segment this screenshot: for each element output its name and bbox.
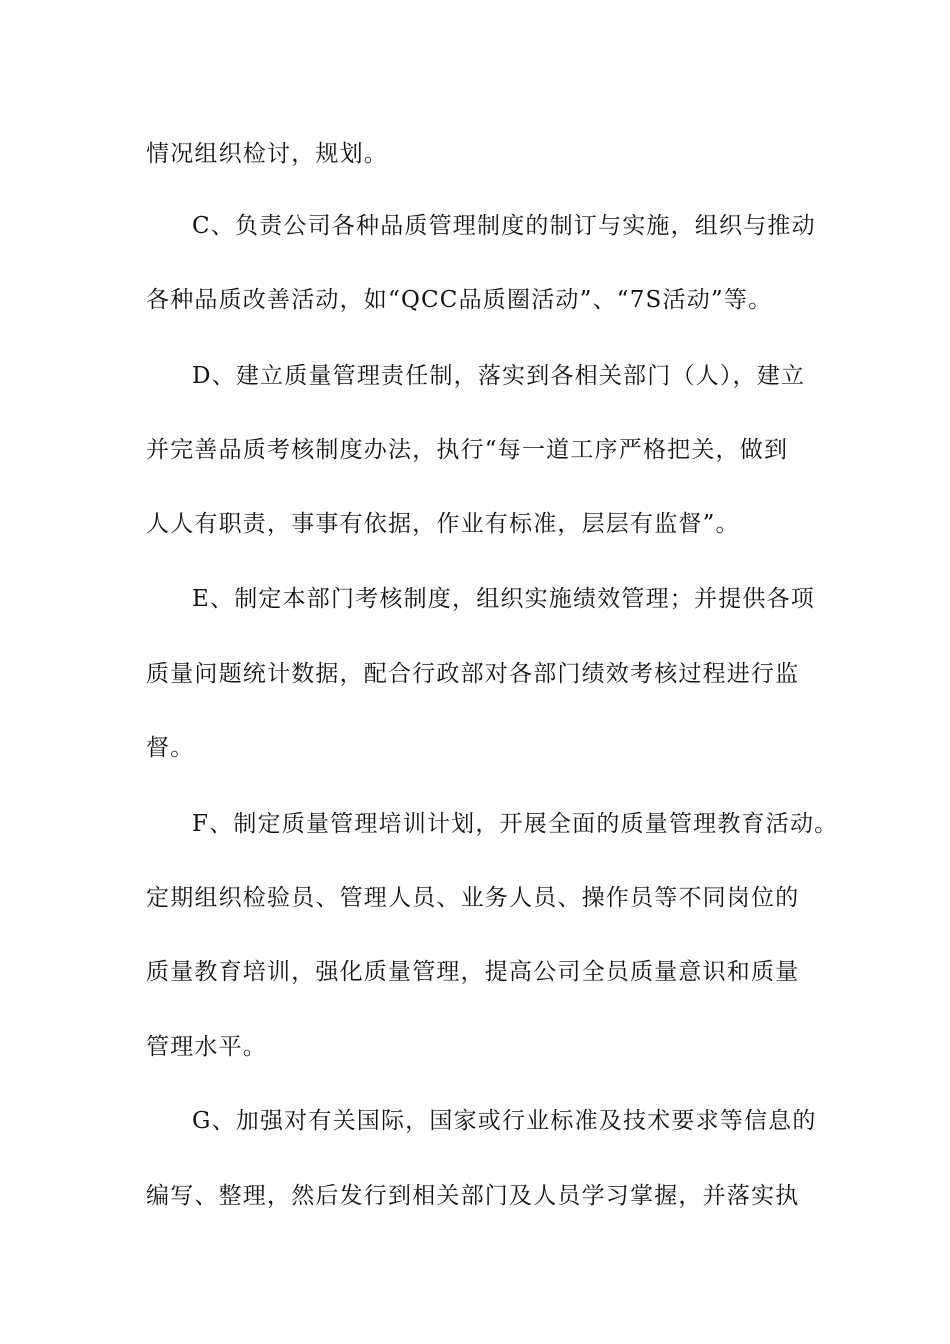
text-line-6: 人人有职责，事事有依据，作业有标准，层层有监督”。 (146, 511, 740, 537)
text-line-14: G、加强对有关国际，国家或行业标准及技术要求等信息的 (192, 1108, 817, 1134)
text-line-12: 质量教育培训，强化质量管理，提高公司全员质量意识和质量 (146, 959, 800, 985)
text-line-15: 编写、整理，然后发行到相关部门及人员学习掌握，并落实执 (146, 1183, 800, 1209)
text-line-8: 质量问题统计数据，配合行政部对各部门绩效考核过程进行监 (146, 661, 800, 687)
text-line-10: F、制定质量管理培训计划，开展全面的质量管理教育活动。 (192, 811, 839, 837)
text-line-4: D、建立质量管理责任制，落实到各相关部门（人），建立 (192, 363, 806, 389)
text-line-3: 各种品质改善活动，如“QCC品质圈活动”、“7S活动”等。 (146, 287, 773, 313)
text-line-11: 定期组织检验员、管理人员、业务人员、操作员等不同岗位的 (146, 885, 800, 911)
text-line-9: 督。 (146, 735, 195, 761)
text-line-7: E、制定本部门考核制度，组织实施绩效管理；并提供各项 (192, 586, 815, 612)
text-line-2: C、负责公司各种品质管理制度的制订与实施，组织与推动 (192, 213, 816, 239)
text-line-1: 情况组织检讨，规划。 (146, 141, 388, 167)
text-line-5: 并完善品质考核制度办法，执行“每一道工序严格把关，做到 (146, 437, 789, 463)
text-line-13: 管理水平。 (146, 1034, 267, 1060)
